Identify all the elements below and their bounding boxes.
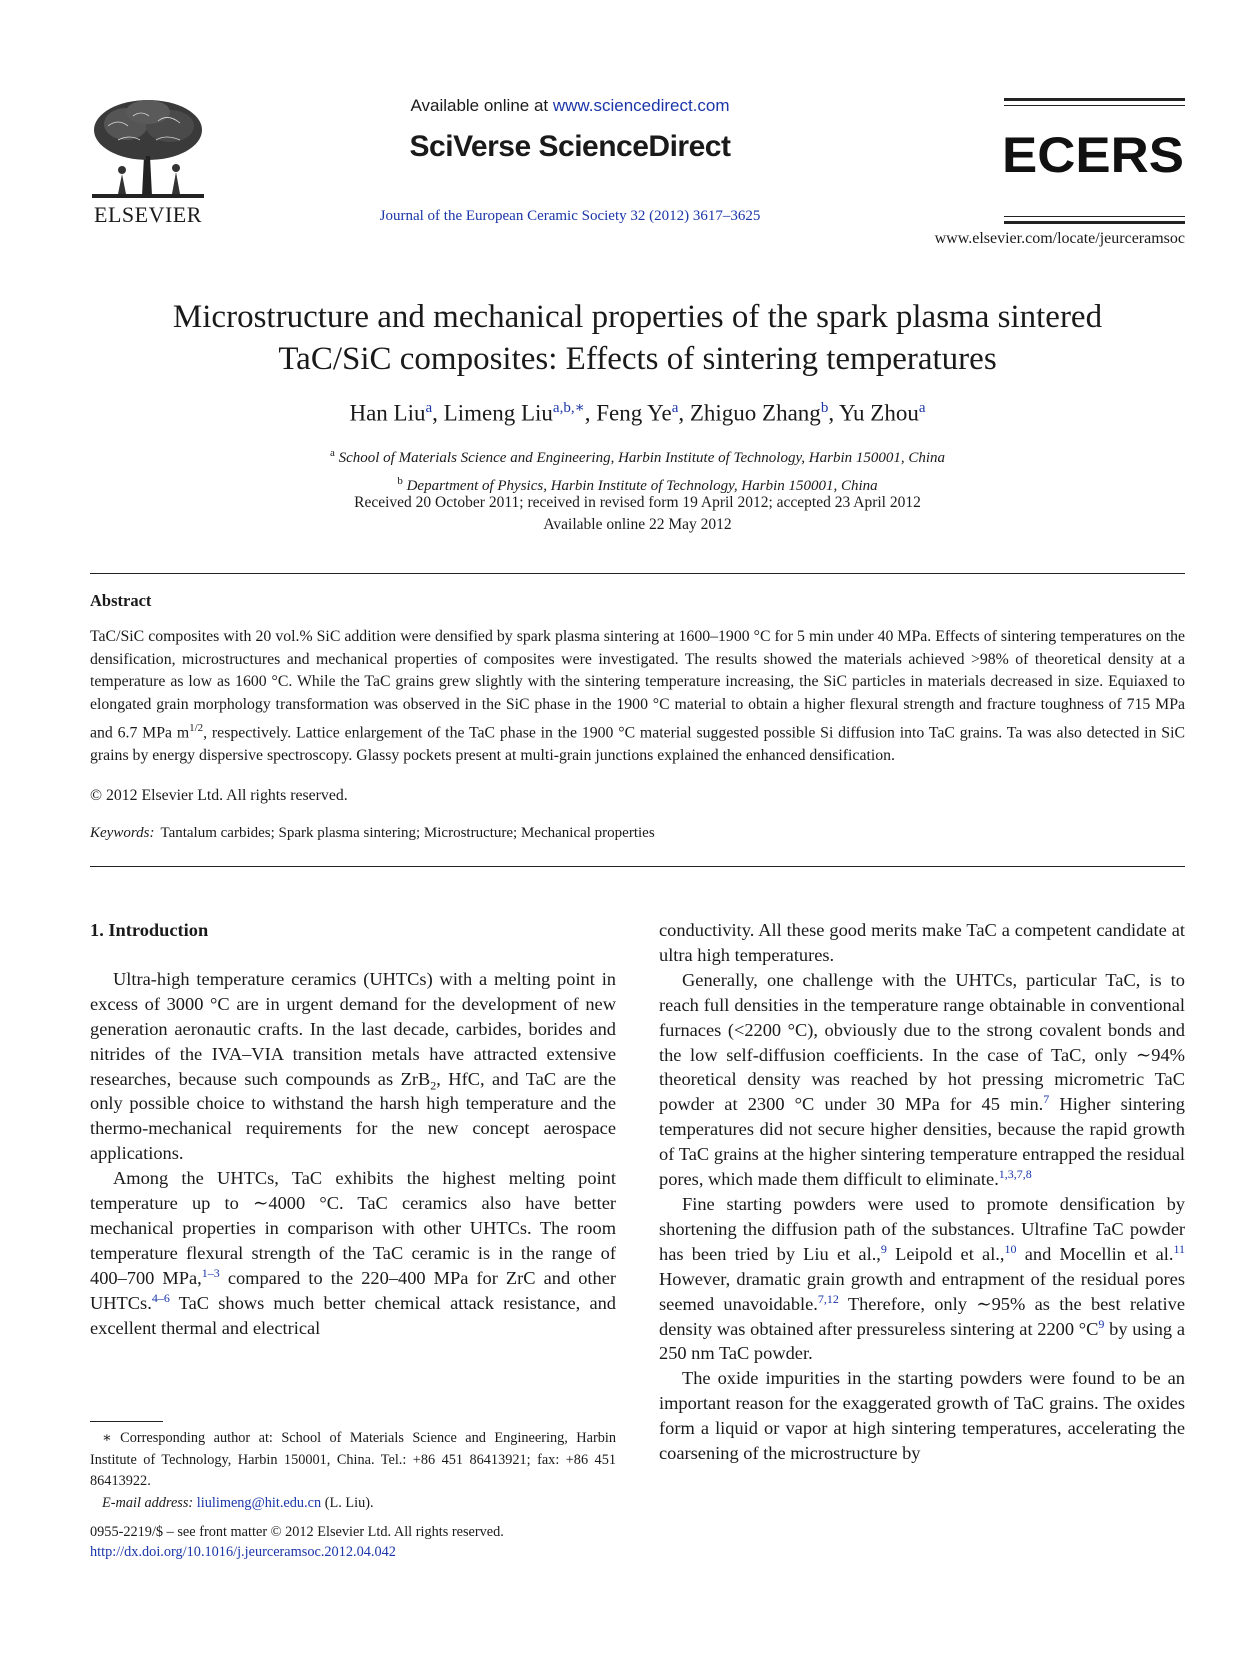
text-run: , HfC, and TaC are the only possible choice to withstand the harsh high temperature and the thermo-mechanical requirements for the new concept aerospace applications. (90, 1068, 616, 1164)
footnote-marker: ∗ (102, 1430, 112, 1446)
sciencedirect-link[interactable]: www.sciencedirect.com (552, 96, 730, 115)
footnote-email (90, 1493, 616, 1515)
text-run: compared to the 220–400 MPa for ZrC and other UHTCs. (90, 1267, 616, 1313)
abstract-text-part: TaC/SiC composites with 20 vol.% SiC addition were densified by spark plasma sintering at 1600–1900 °C for 5 min under 40 MPa. Effects of sintering temperatures on the densification, microstructures and mechanical properties of composites were investigated. The results showed the materials achieved >98% of theoretical density at a temperature as low as 1600 °C. While the TaC grains grew slightly with the sintering temperature increasing, the SiC particles in materials decreased in size. Equiaxed to elongated grain morphology transformation was observed in the SiC phase in the 1900 °C material to obtain a higher flexural strength and fracture toughness of 715 MPa and 6.7 MPa m (90, 628, 1185, 742)
abstract-text-part: , respectively. Lattice enlargement of the TaC phase in the 1900 °C material suggested possible Si diffusion into TaC grains. Ta was also detected in SiC grains by energy dispersive spectroscopy. Glassy pockets present at multi-grain junctions explained the enhanced densification. (90, 724, 1185, 764)
title-line-2: TaC/SiC composites: Effects of sintering temperatures (278, 341, 997, 377)
available-online-line (300, 96, 840, 116)
journal-logo-rule (1004, 216, 1185, 217)
journal-url: www.elsevier.com/locate/jeurceramsoc (934, 230, 1185, 247)
journal-reference-link[interactable]: Journal of the European Ceramic Society 32 (2012) 3617–3625 (379, 208, 761, 224)
text-run: Generally, one challenge with the UHTCs, particular TaC, is to reach full densities in the temperature range obtainable in conventional furnaces (<2200 °C), obviously due to the strong covalent bonds and the low self-diffusion coefficients. In the case of TaC, only ∼94% theoretical density was reached by hot pressing micrometric TaC powder at 2300 °C under 30 MPa for 45 min. (659, 969, 1185, 1115)
abstract-bottom-rule (90, 866, 1185, 867)
platform-name: SciVerse ScienceDirect (409, 130, 731, 163)
citation-link[interactable]: 9 (880, 1241, 887, 1256)
body-paragraph (659, 1192, 1185, 1366)
received-dates: Received 20 October 2011; received in revised form 19 April 2012; accepted 23 April 2012 (354, 494, 921, 511)
article-title (90, 296, 1185, 380)
issn-line: 0955-2219/$ – see front matter © 2012 Elsevier Ltd. All rights reserved. (90, 1524, 504, 1540)
body-paragraph: The oxide impurities in the starting powders were found to be an important reason for the exaggerated growth of TaC grains. The oxides form a liquid or vapor at high sintering temperatures, accelerating the coarsening of the microstructure by (659, 1368, 1185, 1464)
title-line-1: Microstructure and mechanical properties of the spark plasma sintered (172, 299, 1103, 335)
author-name: Limeng Liu (443, 400, 553, 426)
elsevier-tree-logo (88, 96, 208, 201)
text-run: Leipold et al., (886, 1243, 1005, 1264)
section-heading: 1. Introduction (90, 920, 209, 940)
subscript: 2 (430, 1078, 437, 1093)
abstract-top-rule (90, 573, 1185, 574)
left-column (90, 918, 616, 1341)
author-name: Yu Zhou (838, 400, 919, 426)
affiliation-text: Department of Physics, Harbin Institute of Technology, Harbin 150001, China (406, 478, 878, 494)
available-prefix: Available online at (410, 96, 553, 115)
body-paragraph (90, 967, 616, 1166)
abstract-heading: Abstract (90, 591, 152, 610)
keywords-line (90, 825, 1185, 842)
front-matter (90, 1522, 650, 1562)
text-run: Among the UHTCs, TaC exhibits the highest melting point temperature up to ∼4000 °C. TaC ceramics also have better mechanical properties in comparison with other UHTCs. The room temperature flexural strength of the TaC ceramic is in the range of 400–700 MPa, (90, 1168, 616, 1288)
affiliations (90, 442, 1185, 498)
citation-link[interactable]: 1,3,7,8 (998, 1166, 1032, 1181)
citation-link[interactable]: 7 (1043, 1092, 1050, 1107)
footnote-text (90, 1428, 616, 1493)
text-run: and Mocellin et al. (1016, 1243, 1174, 1264)
citation-link[interactable]: 1–3 (201, 1265, 220, 1280)
ecers-logo-text: ECERS (1002, 128, 1184, 180)
body-paragraph: conductivity. All these good merits make TaC a competent candidate at ultra high temperatures. (659, 920, 1185, 965)
author-name: Feng Ye (596, 400, 672, 426)
citation-link[interactable]: 7,12 (817, 1291, 839, 1306)
text-run: TaC shows much better chemical attack resistance, and excellent thermal and electrical (90, 1292, 616, 1338)
article-dates (90, 492, 1185, 536)
journal-logo-rule (1004, 98, 1185, 101)
corresponding-author-footnote (90, 1428, 616, 1514)
right-column (659, 918, 1185, 1466)
citation-link[interactable]: 4–6 (151, 1290, 170, 1305)
author-affiliation-marker[interactable]: a (425, 400, 433, 416)
affiliation-a (90, 442, 1185, 470)
author-affiliation-marker[interactable]: a,b,∗ (552, 400, 585, 416)
author-affiliation-marker[interactable]: a (918, 400, 926, 416)
ecers-logo (1002, 128, 1187, 180)
text-run: Higher sintering temperatures did not secure higher densities, because the rapid growth of TaC grains at the higher sintering temperature entrapped the residual pores, which made them difficult to eliminate. (659, 1094, 1185, 1190)
abstract-copyright: © 2012 Elsevier Ltd. All rights reserved. (90, 787, 348, 804)
email-link[interactable]: liulimeng@hit.edu.cn (196, 1494, 322, 1511)
doi-link[interactable]: http://dx.doi.org/10.1016/j.jeurceramsoc.2012.04.042 (90, 1544, 396, 1560)
affiliation-marker: b (397, 475, 403, 487)
abstract-text (90, 626, 1185, 767)
text-run: Ultra-high temperature ceramics (UHTCs) with a melting point in excess of 3000 °C are in urgent demand for the development of new generation aeronautic crafts. In the last decade, carbides, borides and nitrides of the IVA–VIA transition metals have attracted extensive researches, because such compounds as ZrB (90, 968, 616, 1089)
keywords-text: Tantalum carbides; Spark plasma sintering; Microstructure; Mechanical properties (160, 825, 655, 841)
author-name: Han Liu (349, 400, 426, 426)
author-affiliation-marker[interactable]: a (671, 400, 679, 416)
footnote-body: Corresponding author at: School of Materials Science and Engineering, Harbin Institute of Technology, Harbin 150001, China. Tel.: +86 451 86413921; fax: +86 451 86413922. (90, 1430, 616, 1489)
text-run: Therefore, only ∼95% as the best relative density was obtained after pressureless sintering at 2200 °C (659, 1293, 1185, 1339)
journal-logo-rule (1004, 105, 1185, 106)
email-label: E-mail address: (102, 1494, 194, 1511)
author-affiliation-marker[interactable]: b (820, 400, 829, 416)
footnote-rule (90, 1421, 163, 1422)
body-paragraph (659, 968, 1185, 1192)
text-run: However, dramatic grain growth and entrapment of the residual pores seemed unavoidable. (659, 1268, 1185, 1314)
exponent: 1/2 (189, 721, 204, 734)
citation-link[interactable]: 11 (1173, 1241, 1186, 1256)
body-paragraph (90, 1166, 616, 1340)
affiliation-marker: a (329, 447, 335, 459)
publisher-name: ELSEVIER (94, 202, 202, 227)
text-run: by using a 250 nm TaC powder. (659, 1318, 1185, 1364)
affiliation-text: School of Materials Science and Engineering, Harbin Institute of Technology, Harbin 150001, China (338, 450, 946, 466)
available-online-date: Available online 22 May 2012 (543, 516, 732, 533)
author-name: Zhiguo Zhang (689, 400, 821, 426)
citation-link[interactable]: 10 (1004, 1241, 1017, 1256)
author-list: Han Liu$^a$, Limeng Liu$^{a,b,∗}$, Feng Ye$^a$, Zhiguo Zhang$^b$, Yu Zhou$^a$ (349, 400, 926, 426)
email-suffix: (L. Liu). (321, 1494, 374, 1511)
journal-logo-rule (1004, 221, 1185, 224)
keywords-label: Keywords: (90, 825, 155, 841)
citation-link[interactable]: 9 (1098, 1316, 1105, 1331)
text-run: Fine starting powders were used to promote densification by shortening the diffusion path of the substances. Ultrafine TaC powder has been tried by Liu et al., (659, 1193, 1185, 1264)
